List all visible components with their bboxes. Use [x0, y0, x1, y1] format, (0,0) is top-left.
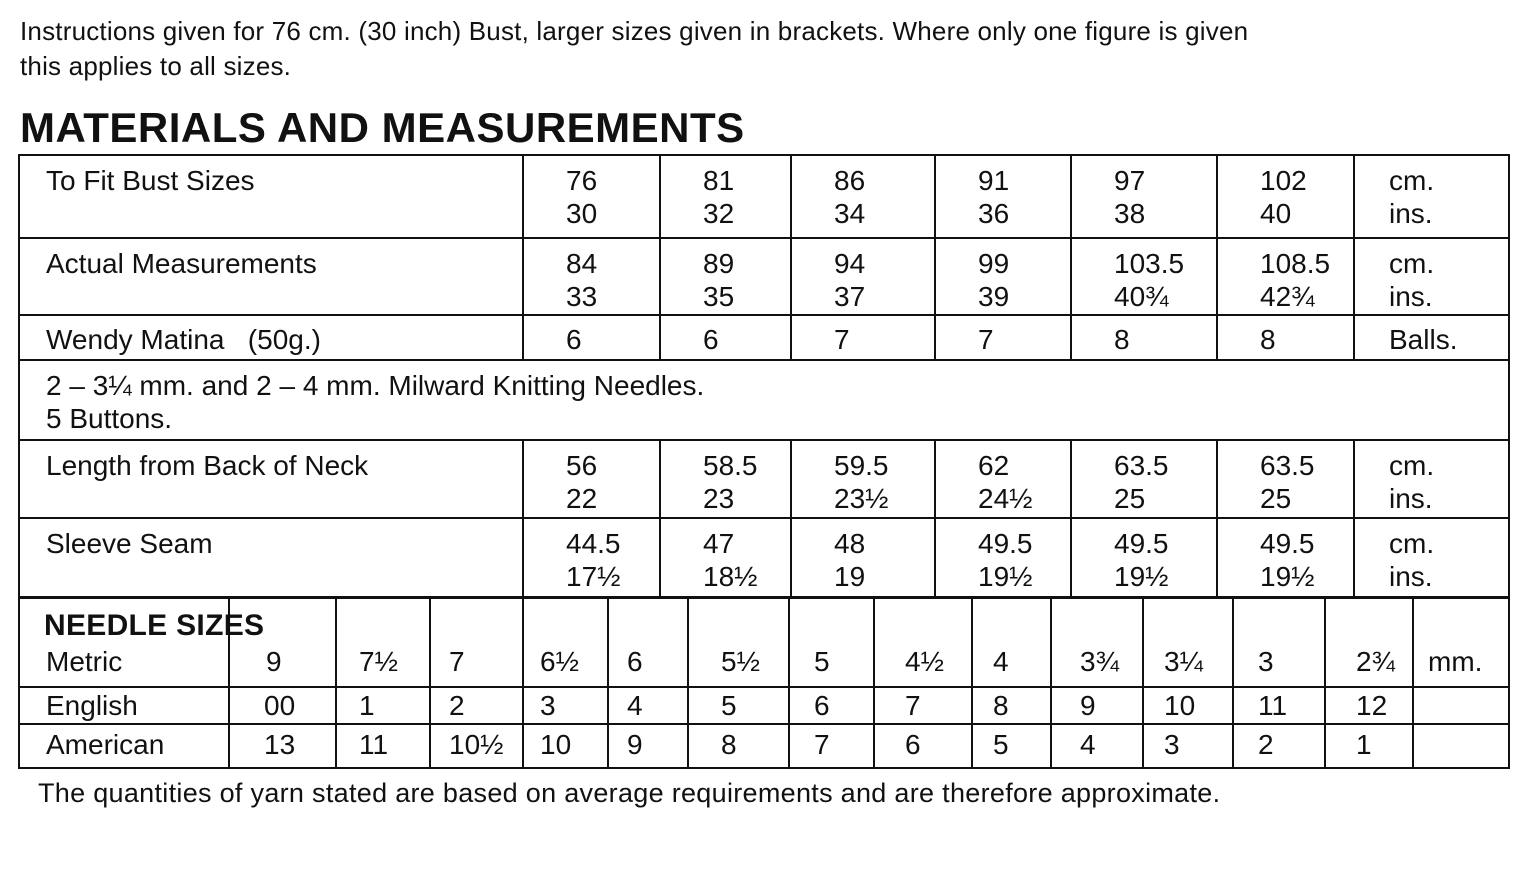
- length-ins: 23: [703, 483, 735, 514]
- american-size: 3: [1143, 724, 1233, 768]
- actual-cm: 108.5: [1260, 248, 1331, 279]
- american-size: 6: [874, 724, 972, 768]
- unit-cm: cm.: [1389, 450, 1435, 481]
- sleeve-cm: 49.5: [978, 528, 1033, 559]
- length-cm: 63.5: [1114, 450, 1169, 481]
- actual-cm: 99: [978, 248, 1010, 279]
- yarn-balls: 7: [791, 315, 935, 360]
- american-label: American: [19, 724, 229, 768]
- bust-cm: 81: [703, 165, 735, 196]
- bust-cm: 86: [834, 165, 866, 196]
- english-size: 2: [430, 687, 523, 724]
- english-size: 00: [229, 687, 336, 724]
- needles-note-row: [19, 360, 1509, 440]
- actual-cm: 84: [566, 248, 598, 279]
- row-label: Length from Back of Neck: [19, 440, 523, 518]
- bust-ins: 32: [703, 198, 735, 229]
- american-size: 13: [229, 724, 336, 768]
- american-size: 2: [1233, 724, 1325, 768]
- english-size: 10: [1143, 687, 1233, 724]
- english-size: 11: [1233, 687, 1325, 724]
- american-size: 1: [1325, 724, 1413, 768]
- length-ins: 23½: [834, 483, 889, 514]
- sleeve-ins: 19: [834, 561, 866, 592]
- row-label: Sleeve Seam: [19, 518, 523, 598]
- english-size: 8: [972, 687, 1051, 724]
- metric-size: 4: [972, 597, 1051, 687]
- needles-note-line-2: 5 Buttons.: [46, 403, 173, 434]
- metric-size: 6: [608, 597, 688, 687]
- length-cm: 63.5: [1260, 450, 1315, 481]
- bust-cm: 91: [978, 165, 1010, 196]
- metric-label: Metric: [19, 597, 229, 687]
- actual-ins: 42¾: [1260, 281, 1315, 312]
- actual-ins: 40¾: [1114, 281, 1169, 312]
- actual-cm: 94: [834, 248, 866, 279]
- sleeve-ins: 19½: [1260, 561, 1315, 592]
- american-size: 11: [336, 724, 430, 768]
- bust-ins: 40: [1260, 198, 1292, 229]
- metric-size: 7½: [336, 597, 430, 687]
- sleeve-ins: 17½: [566, 561, 621, 592]
- sleeve-ins: 18½: [703, 561, 758, 592]
- metric-size: 7: [430, 597, 523, 687]
- sleeve-cm: 48: [834, 528, 866, 559]
- length-row: [19, 440, 1509, 518]
- length-ins: 22: [566, 483, 598, 514]
- length-cm: 56: [566, 450, 598, 481]
- yarn-balls: 6: [523, 315, 660, 360]
- empty-cell: [1413, 687, 1509, 724]
- unit-balls: Balls.: [1354, 315, 1509, 360]
- unit-cm: cm.: [1389, 528, 1435, 559]
- length-ins: 24½: [978, 483, 1033, 514]
- intro-line-1: Instructions given for 76 cm. (30 inch) Bust, larger sizes given in brackets. Where only one figure is given: [20, 16, 1249, 46]
- measurements-table: [18, 154, 1510, 599]
- bust-cm: 97: [1114, 165, 1146, 196]
- row-label: Actual Measurements: [19, 238, 523, 315]
- american-size: 9: [608, 724, 688, 768]
- footer-note: The quantities of yarn stated are based on average requirements and are therefore approximate.: [38, 778, 1221, 808]
- metric-size: 3¾: [1051, 597, 1143, 687]
- yarn-balls: 6: [660, 315, 791, 360]
- actual-cm: 89: [703, 248, 735, 279]
- yarn-balls: 7: [935, 315, 1071, 360]
- american-size: 5: [972, 724, 1051, 768]
- bust-row: [19, 155, 1509, 238]
- intro-text: [20, 14, 1515, 84]
- sleeve-cm: 44.5: [566, 528, 621, 559]
- length-cm: 59.5: [834, 450, 889, 481]
- bust-cm: 76: [566, 165, 598, 196]
- metric-size: 4½: [874, 597, 972, 687]
- metric-size: 9: [229, 597, 336, 687]
- unit-ins: ins.: [1389, 198, 1433, 229]
- bust-ins: 30: [566, 198, 598, 229]
- sleeve-ins: 19½: [978, 561, 1033, 592]
- unit-ins: ins.: [1389, 483, 1433, 514]
- length-ins: 25: [1114, 483, 1146, 514]
- american-size: 10½: [430, 724, 523, 768]
- length-cm: 58.5: [703, 450, 758, 481]
- american-size: 8: [688, 724, 789, 768]
- american-size: 10: [523, 724, 608, 768]
- sleeve-ins: 19½: [1114, 561, 1169, 592]
- bust-ins: 36: [978, 198, 1010, 229]
- english-size: 6: [789, 687, 874, 724]
- unit-ins: ins.: [1389, 281, 1433, 312]
- sleeve-cm: 47: [703, 528, 735, 559]
- actual-cm: 103.5: [1114, 248, 1185, 279]
- unit-ins: ins.: [1389, 561, 1433, 592]
- american-size: 7: [789, 724, 874, 768]
- unit-cm: cm.: [1389, 248, 1435, 279]
- yarn-row: [19, 315, 1509, 360]
- yarn-balls: 8: [1217, 315, 1354, 360]
- needle-sizes-title: NEEDLE SIZES: [44, 609, 265, 642]
- actual-ins: 39: [978, 281, 1010, 312]
- english-size: 1: [336, 687, 430, 724]
- english-size: 9: [1051, 687, 1143, 724]
- metric-size: 5: [789, 597, 874, 687]
- metric-size: 2¾: [1325, 597, 1413, 687]
- english-label: English: [19, 687, 229, 724]
- english-size: 4: [608, 687, 688, 724]
- actual-ins: 35: [703, 281, 735, 312]
- english-size: 7: [874, 687, 972, 724]
- needles-note-line-1: 2 – 3¼ mm. and 2 – 4 mm. Milward Knitting Needles.: [46, 370, 705, 401]
- metric-size: 3¼: [1143, 597, 1233, 687]
- bust-cm: 102: [1260, 165, 1307, 196]
- american-size: 4: [1051, 724, 1143, 768]
- metric-unit: mm.: [1413, 597, 1509, 687]
- english-size: 5: [688, 687, 789, 724]
- metric-size: 6½: [523, 597, 608, 687]
- section-heading: MATERIALS AND MEASUREMENTS: [20, 104, 745, 151]
- length-ins: 25: [1260, 483, 1292, 514]
- metric-size: 3: [1233, 597, 1325, 687]
- english-size: 3: [523, 687, 608, 724]
- sleeve-row: [19, 518, 1509, 598]
- intro-line-2: this applies to all sizes.: [20, 51, 292, 81]
- american-row: [19, 724, 1509, 768]
- actual-ins: 37: [834, 281, 866, 312]
- actual-ins: 33: [566, 281, 598, 312]
- english-row: [19, 687, 1509, 724]
- length-cm: 62: [978, 450, 1010, 481]
- row-label: Wendy Matina (50g.): [19, 315, 523, 360]
- actual-row: [19, 238, 1509, 315]
- english-size: 12: [1325, 687, 1413, 724]
- sleeve-cm: 49.5: [1114, 528, 1169, 559]
- unit-cm: cm.: [1389, 165, 1435, 196]
- yarn-balls: 8: [1071, 315, 1217, 360]
- metric-size: 5½: [688, 597, 789, 687]
- row-label: To Fit Bust Sizes: [19, 155, 523, 238]
- empty-cell: [1413, 724, 1509, 768]
- bust-ins: 38: [1114, 198, 1146, 229]
- bust-ins: 34: [834, 198, 866, 229]
- sleeve-cm: 49.5: [1260, 528, 1315, 559]
